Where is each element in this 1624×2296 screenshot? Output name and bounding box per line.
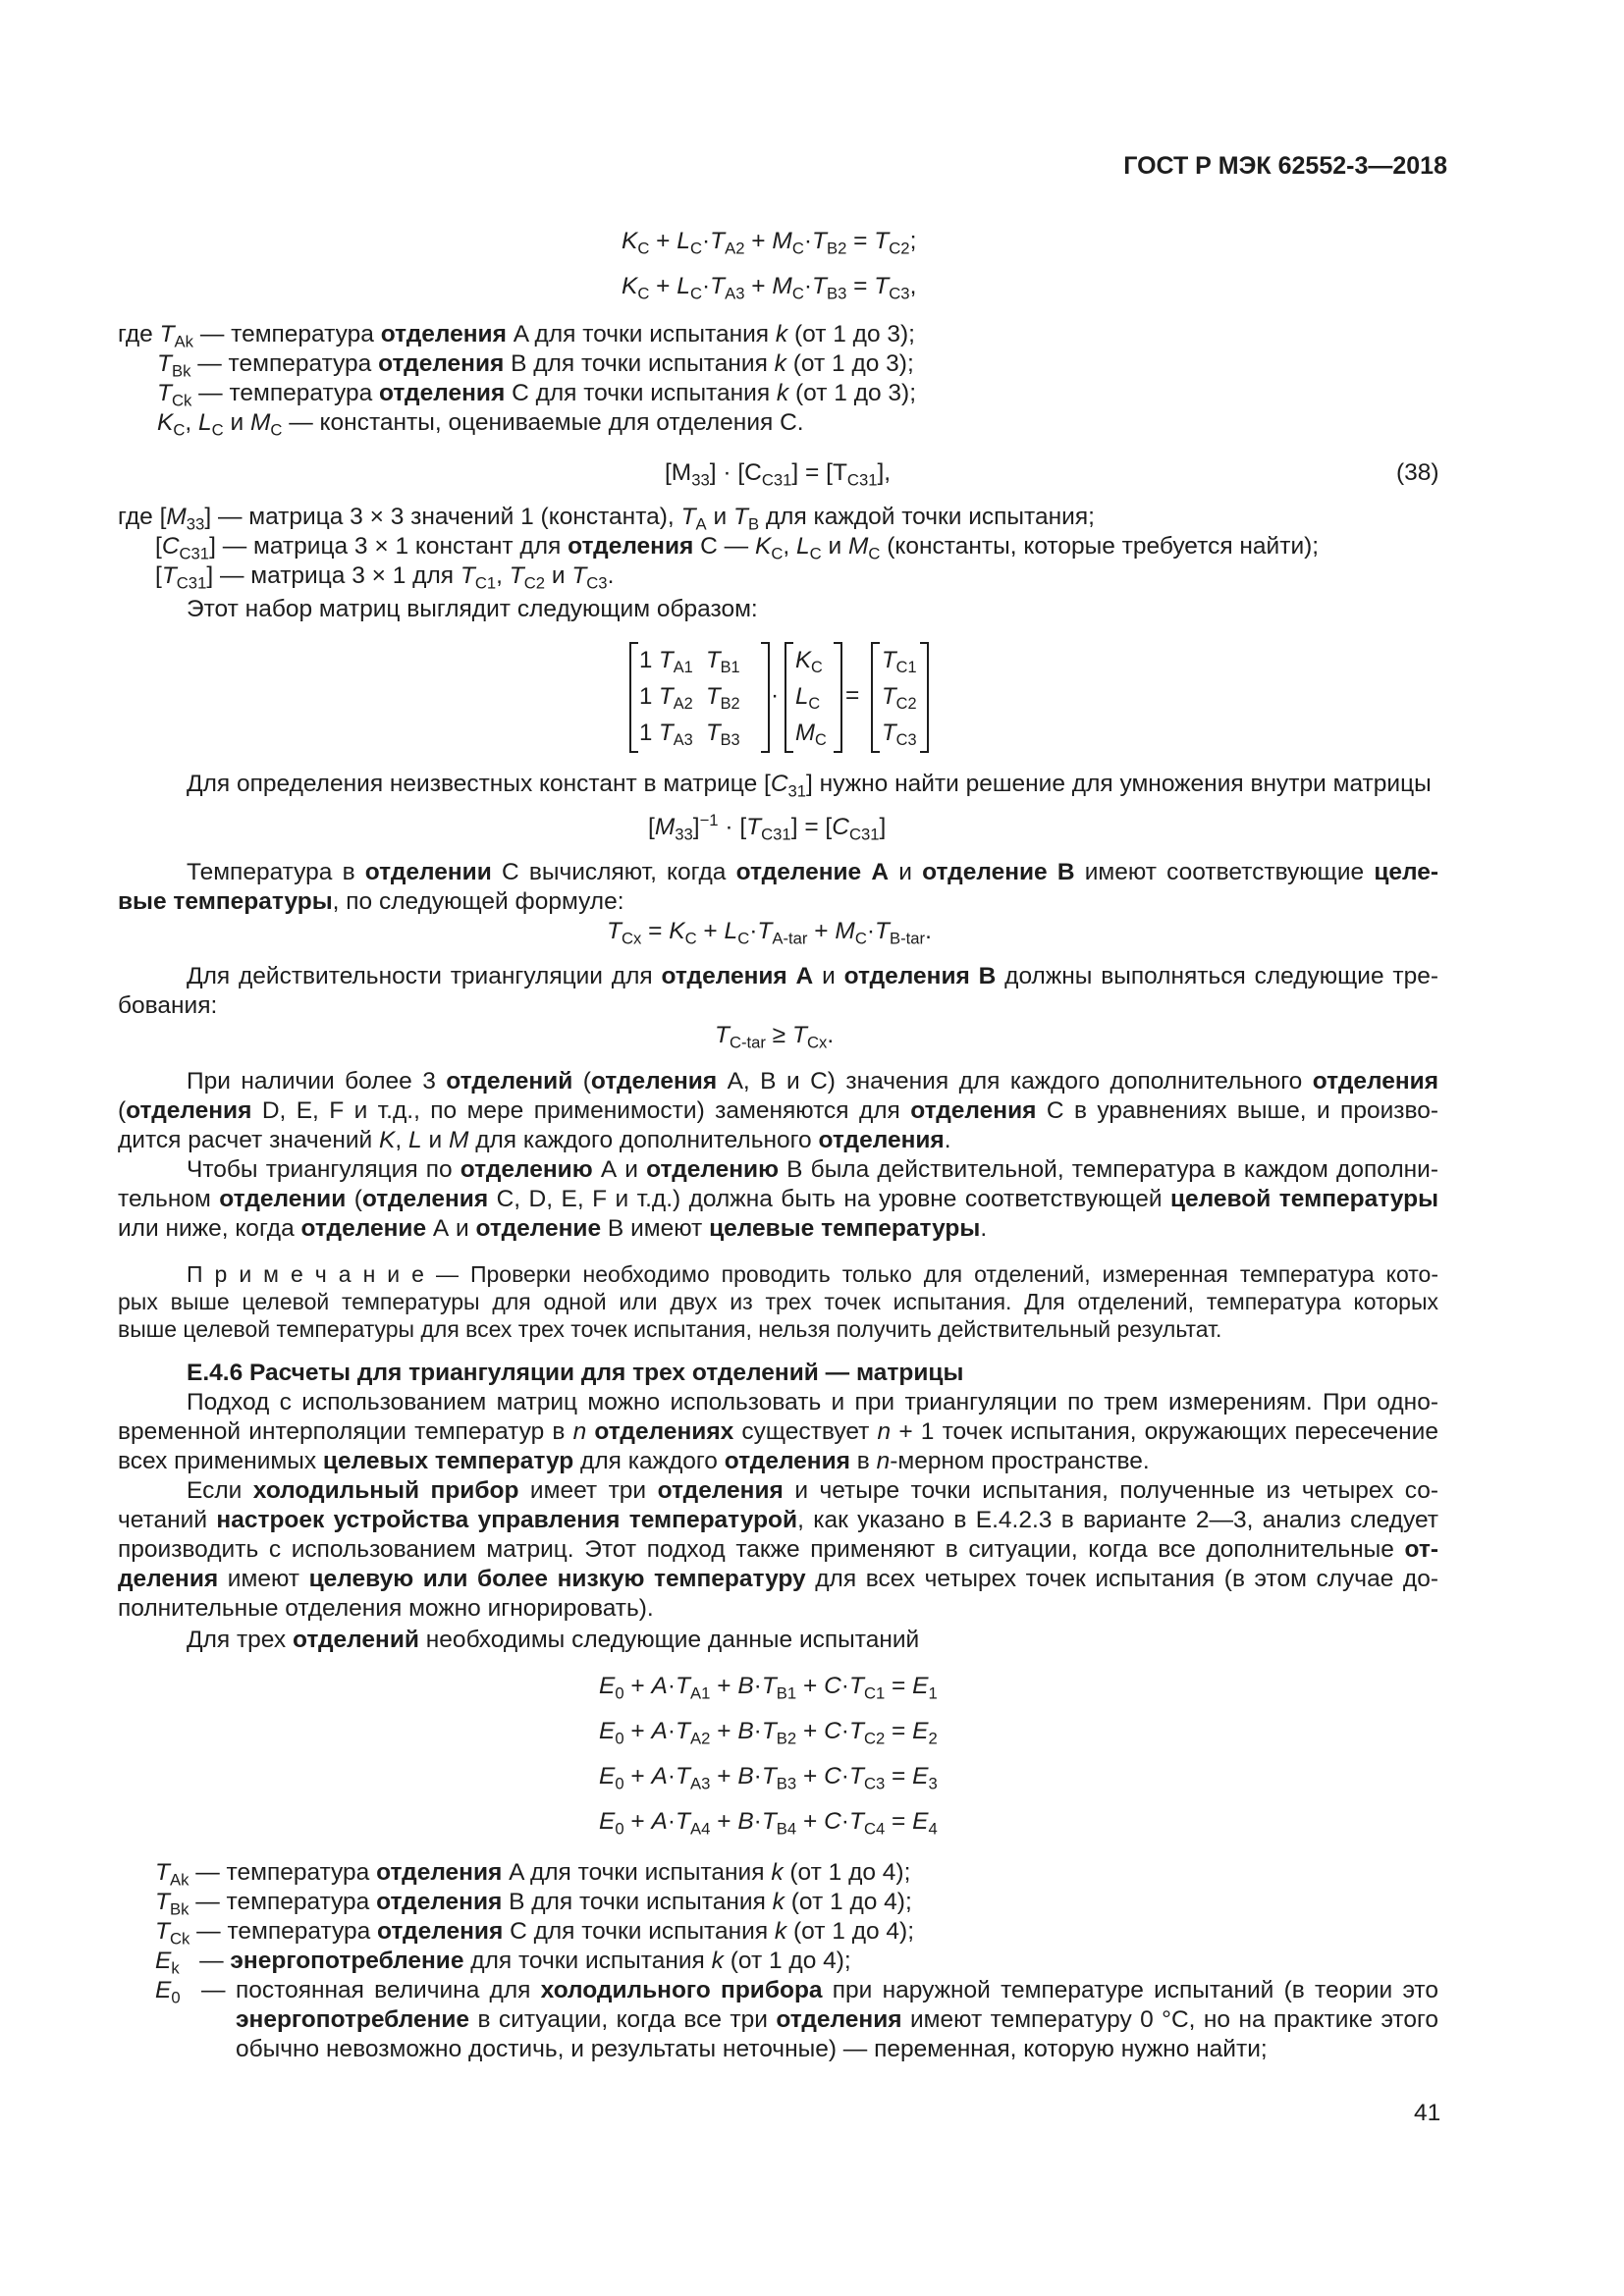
section-para2-line-4: деления имеют целевую или более низкую температуру для всех четырех точек испытания (в этом случае до- — [118, 1566, 1438, 1592]
matrix-tc: $T_{C1}$ $T_{C2}$ $T_{C3}$ — [871, 642, 929, 753]
definition-e0-line-2: энергопотребление в ситуации, когда все три отделения имеют температуру 0 °С, но на практике этого — [236, 2006, 1439, 2033]
definition-tak-4: $T_{Ak}$ — температура отделения A для точки испытания k (от 1 до 4); — [155, 1859, 911, 1890]
paragraph-temperature-line-1: Температура в отделении С вычисляют, когда отделение А и отделение В имеют соответствующие целе- — [187, 859, 1439, 885]
section-for-three: Для трех отделений необходимы следующие данные испытаний — [187, 1627, 920, 1653]
paragraph-validity-line-2: бования: — [118, 992, 218, 1019]
note-label: П р и м е ч а н и е — [187, 1261, 424, 1287]
matrix-constants: $K_C$ $L_C$ $M_C$ — [785, 642, 842, 753]
equation-38: $[M_{33}] \cdot [C_{C31}] = [T_{C31}]$, — [665, 459, 892, 490]
paragraph-triangulation-line-1: Чтобы триангуляция по отделению А и отделению В была действительной, температура в каждом дополни- — [187, 1156, 1438, 1183]
matrix-equals: = — [845, 682, 860, 709]
paragraph-temperature-line-2: вые температуры, по следующей формуле: — [118, 888, 624, 915]
definition-e0-symbol: $E_0$ — [155, 1977, 181, 2007]
equation-energy-3: $E_0 + A\cdot T_{A3} + B\cdot T_{B3} + C\cdot T_{C3} = E_3$ — [599, 1763, 938, 1793]
paragraph-more-compartments-line-2: (отделения D, E, F и т.д., по мере применимости) заменяются для отделения С в уравнениях выше, и произво- — [118, 1097, 1439, 1124]
paragraph-triangulation-line-2: тельном отделении (отделения С, D, E, F и т.д.) должна быть на уровне соответствующей целевой температуры — [118, 1186, 1439, 1212]
section-line-3: всех применимых целевых температур для каждого отделения в n-мерном пространстве. — [118, 1448, 1150, 1474]
paragraph-triangulation-line-3: или ниже, когда отделение А и отделение В имеют целевые температуры. — [118, 1215, 988, 1242]
matrix-m33: 1 $T_{A1}$ $T_{B1}$ 1 $T_{A2}$ $T_{B2}$ 1 $T_{A3}$ $T_{B3}$ — [629, 642, 770, 753]
note-line-3: выше целевой температуры для всех трех точек испытания, нельзя получить действительный результат. — [118, 1316, 1222, 1342]
document-header: ГОСТ Р МЭК 62552-3—2018 — [1123, 152, 1447, 180]
definition-cc31: $[C_{C31}]$ — матрица 3 × 1 констант для отделения С — $K_C$, $L_C$ и $M_C$ (константы, которые требуется найти); — [155, 533, 1320, 563]
note-line-1: П р и м е ч а н и е — Проверки необходимо проводить только для отделений, измеренная температура кото- — [187, 1261, 1438, 1287]
equation-energy-1: $E_0 + A\cdot T_{A1} + B\cdot T_{B1} + C\cdot T_{C1} = E_1$ — [599, 1673, 938, 1703]
section-para2-line-2: четаний настроек устройства управления температурой, как указано в Е.4.2.3 в варианте 2—3, анализ следует — [118, 1507, 1439, 1533]
definition-m33: где $[M_{33}]$ — матрица 3 × 3 значений 1 (константа), $T_A$ и $T_B$ для каждой точки испытания; — [118, 504, 1095, 534]
equation-tcx: $T_{Cx} = K_C + L_C\cdot T_{A-tar} + M_C\cdot T_{B-tar}$. — [607, 918, 932, 948]
definition-e0-line-3: обычно невозможно достичь, и результаты неточные) — переменная, которую нужно найти; — [236, 2036, 1268, 2062]
section-heading: Е.4.6 Расчеты для триангуляции для трех отделений — матрицы — [187, 1360, 964, 1386]
equation-number-38: (38) — [1396, 459, 1439, 486]
section-line-2: временной интерполяции температур в n отделениях существует n + 1 точек испытания, окружающих пересечение — [118, 1418, 1438, 1445]
matrix-intro-text: Этот набор матриц выглядит следующим образом: — [187, 596, 758, 622]
paragraph-unknown-constants: Для определения неизвестных констант в матрице $[C_{31}]$ нужно найти решение для умножения внутри матрицы — [187, 771, 1432, 801]
definition-tbk-4: $T_{Bk}$ — температура отделения B для точки испытания k (от 1 до 4); — [155, 1889, 912, 1919]
equation-inverse: $[M_{33}]^{-1} \cdot [T_{C31}] = [C_{C31}]$ — [648, 810, 887, 844]
section-para2-line-1: Если холодильный прибор имеет три отделения и четыре точки испытания, полученные из четырех со- — [187, 1477, 1439, 1504]
definition-tak: где $T_{Ak}$ — температура отделения A для точки испытания k (от 1 до 3); — [118, 321, 915, 351]
definition-ek: $E_k$ — энергопотребление для точки испытания k (от 1 до 4); — [155, 1948, 851, 1978]
definition-tck: $T_{Ck}$ — температура отделения C для точки испытания k (от 1 до 3); — [157, 380, 917, 410]
definition-e0-line-1: постоянная величина для холодильного прибора при наружной температуре испытаний (в теории это — [236, 1977, 1438, 2003]
section-para2-line-5: полнительные отделения можно игнорировать). — [118, 1595, 654, 1622]
definition-tck-4: $T_{Ck}$ — температура отделения C для точки испытания k (от 1 до 4); — [155, 1918, 915, 1949]
equation-kc-2: $K_C + L_C\cdot T_{A2} + M_C\cdot T_{B2} = T_{C2}$; — [622, 228, 917, 258]
matrix-dot: · — [771, 682, 780, 709]
definition-tc31: $[T_{C31}]$ — матрица 3 × 1 для $T_{C1}$, $T_{C2}$ и $T_{C3}$. — [155, 562, 615, 593]
equation-energy-4: $E_0 + A\cdot T_{A4} + B\cdot T_{B4} + C\cdot T_{C4} = E_4$ — [599, 1808, 938, 1839]
paragraph-more-compartments-line-1: При наличии более 3 отделений (отделения А, В и С) значения для каждого дополнительного отделения — [187, 1068, 1439, 1095]
equation-kc-3: $K_C + L_C\cdot T_{A3} + M_C\cdot T_{B3} = T_{C3}$, — [622, 273, 917, 303]
definition-constants: $K_C$, $L_C$ и $M_C$ — константы, оцениваемые для отделения С. — [157, 409, 804, 440]
equation-energy-2: $E_0 + A\cdot T_{A2} + B\cdot T_{B2} + C\cdot T_{C2} = E_2$ — [599, 1718, 938, 1748]
paragraph-validity-line-1: Для действительности триангуляции для отделения А и отделения В должны выполняться следующие тре- — [187, 963, 1439, 989]
section-line-1: Подход с использованием матриц можно использовать и при триангуляции по трем измерениям. При одно- — [187, 1389, 1438, 1415]
note-line-2: рых выше целевой температуры для одной или двух из трех точек испытания. Для отделений, температура которых — [118, 1289, 1438, 1314]
definition-e0-dash: — — [201, 1977, 226, 2003]
definition-tbk: $T_{Bk}$ — температура отделения B для точки испытания k (от 1 до 3); — [157, 350, 914, 381]
section-para2-line-3: производить с использованием матриц. Этот подход также применяют в ситуации, когда все дополнительные от- — [118, 1536, 1439, 1563]
paragraph-more-compartments-line-3: дится расчет значений K, L и M для каждого дополнительного отделения. — [118, 1127, 951, 1153]
equation-ctar: $T_{C-tar} \ge T_{Cx}$. — [715, 1022, 835, 1052]
page-number: 41 — [1414, 2100, 1441, 2126]
